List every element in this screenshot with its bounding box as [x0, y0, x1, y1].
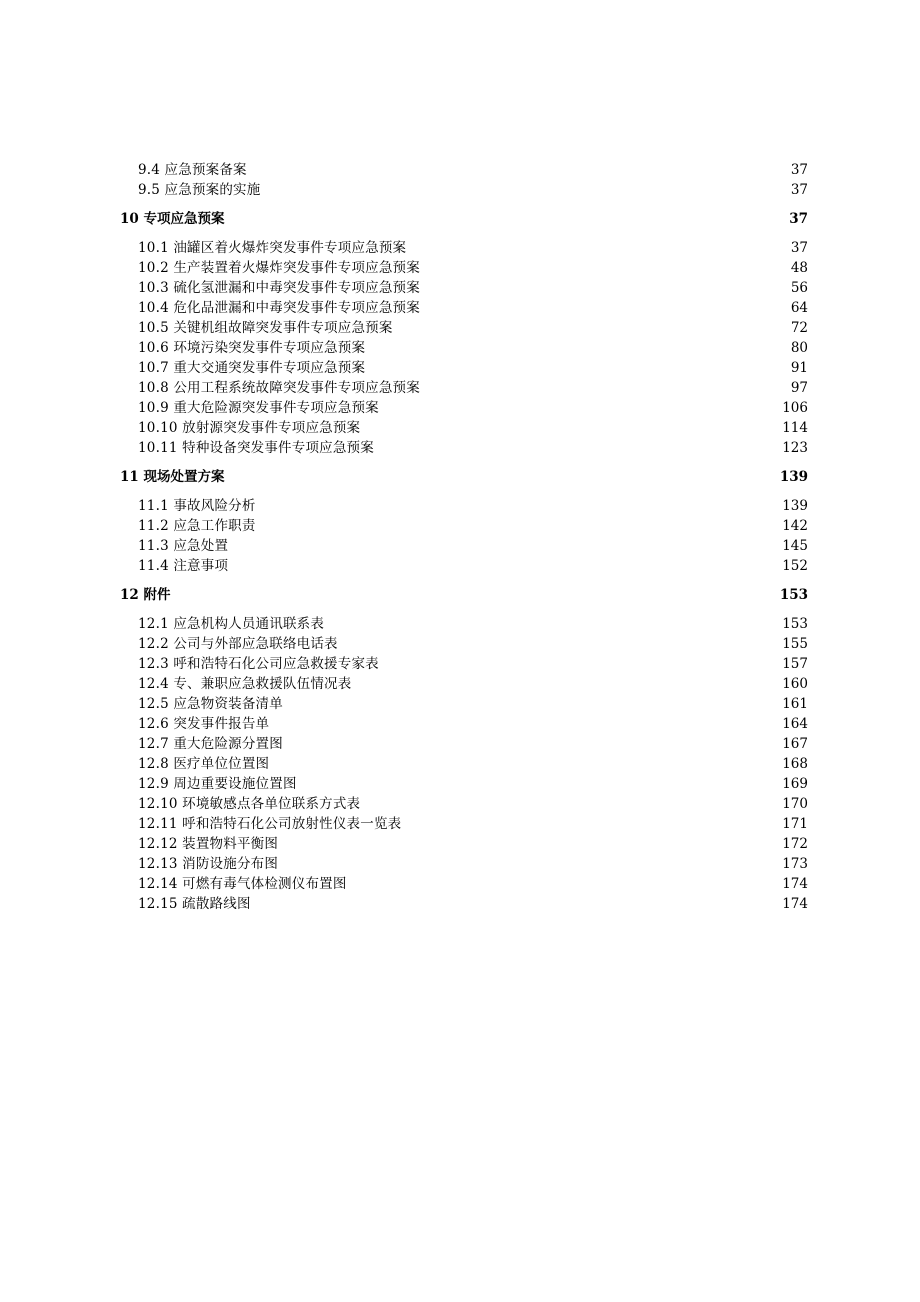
toc-entry-page: 172 — [782, 836, 808, 852]
toc-entry-label: 10.10 放射源突发事件专项应急预案 — [138, 420, 361, 436]
toc-entry-11-1[interactable] — [120, 496, 808, 516]
toc-entry-page: 114 — [782, 420, 808, 436]
toc-entry-page: 48 — [790, 260, 808, 276]
toc-entry-12-9[interactable] — [120, 774, 808, 794]
toc-entry-11-3[interactable] — [120, 536, 808, 556]
toc-entry-label: 12.4 专、兼职应急救援队伍情况表 — [138, 676, 352, 692]
toc-entry-10-9[interactable] — [120, 398, 808, 418]
toc-entry-page: 80 — [790, 340, 808, 356]
toc-entry-page: 142 — [782, 518, 808, 534]
toc-entry-page: 56 — [790, 280, 808, 296]
toc-entry-page: 173 — [782, 856, 808, 872]
toc-entry-label: 12.6 突发事件报告单 — [138, 716, 270, 732]
toc-entry-label: 12.13 消防设施分布图 — [138, 856, 279, 872]
toc-entry-label: 10.6 环境污染突发事件专项应急预案 — [138, 340, 366, 356]
toc-entry-page: 139 — [782, 498, 808, 514]
toc-entry-page: 37 — [790, 162, 808, 178]
toc-entry-11-4[interactable] — [120, 556, 808, 576]
toc-entry-12-5[interactable] — [120, 694, 808, 714]
toc-entry-10-3[interactable] — [120, 278, 808, 298]
toc-entry-12-6[interactable] — [120, 714, 808, 734]
toc-entry-label: 12.8 医疗单位位置图 — [138, 756, 270, 772]
toc-entry-label: 12.9 周边重要设施位置图 — [138, 776, 297, 792]
toc-spacer — [120, 229, 808, 238]
toc-entry-page: 169 — [782, 776, 808, 792]
toc-entry-page: 171 — [782, 816, 808, 832]
toc-entry-9-4[interactable] — [120, 160, 808, 180]
toc-entry-label: 10.9 重大危险源突发事件专项应急预案 — [138, 400, 379, 416]
toc-entry-label: 11.3 应急处置 — [138, 538, 229, 554]
toc-entry-12-15[interactable] — [120, 894, 808, 914]
toc-entry-page: 170 — [782, 796, 808, 812]
toc-entry-10-4[interactable] — [120, 298, 808, 318]
toc-entry-12-1[interactable] — [120, 614, 808, 634]
toc-entry-10-11[interactable] — [120, 438, 808, 458]
toc-entry-label: 12.1 应急机构人员通讯联系表 — [138, 616, 325, 632]
toc-entry-page: 91 — [790, 360, 808, 376]
toc-entry-label: 12.7 重大危险源分置图 — [138, 736, 283, 752]
toc-entry-label: 10.1 油罐区着火爆炸突发事件专项应急预案 — [138, 240, 407, 256]
toc-entry-12-12[interactable] — [120, 834, 808, 854]
toc-chapter-page: 153 — [779, 587, 808, 603]
toc-entry-12-8[interactable] — [120, 754, 808, 774]
toc-entry-label: 9.4 应急预案备案 — [138, 162, 247, 178]
toc-entry-page: 174 — [782, 876, 808, 892]
toc-entry-label: 10.5 关键机组故障突发事件专项应急预案 — [138, 320, 393, 336]
toc-entry-page: 152 — [782, 558, 808, 574]
toc-entry-label: 12.2 公司与外部应急联络电话表 — [138, 636, 338, 652]
toc-entry-label: 10.8 公用工程系统故障突发事件专项应急预案 — [138, 380, 420, 396]
toc-entry-page: 37 — [790, 182, 808, 198]
toc-entry-12-14[interactable] — [120, 874, 808, 894]
toc-entry-page: 155 — [782, 636, 808, 652]
toc-entry-10-6[interactable] — [120, 338, 808, 358]
toc-entry-label: 12.12 装置物料平衡图 — [138, 836, 279, 852]
toc-entry-page: 145 — [782, 538, 808, 554]
toc-entry-12-4[interactable] — [120, 674, 808, 694]
toc-chapter-label: 10 专项应急预案 — [120, 211, 225, 227]
toc-entry-10-10[interactable] — [120, 418, 808, 438]
toc-entry-10-2[interactable] — [120, 258, 808, 278]
toc-entry-page: 153 — [782, 616, 808, 632]
toc-entry-12-2[interactable] — [120, 634, 808, 654]
toc-entry-12-11[interactable] — [120, 814, 808, 834]
toc-chapter-11[interactable] — [120, 467, 808, 487]
toc-entry-12-7[interactable] — [120, 734, 808, 754]
toc-spacer — [120, 200, 808, 209]
toc-entry-label: 12.10 环境敏感点各单位联系方式表 — [138, 796, 361, 812]
toc-entry-9-5[interactable] — [120, 180, 808, 200]
toc-spacer — [120, 605, 808, 614]
toc-entry-page: 161 — [782, 696, 808, 712]
toc-entry-label: 12.3 呼和浩特石化公司应急救援专家表 — [138, 656, 379, 672]
toc-entry-11-2[interactable] — [120, 516, 808, 536]
toc-entry-page: 167 — [782, 736, 808, 752]
toc-entry-10-1[interactable] — [120, 238, 808, 258]
toc-entry-label: 10.4 危化品泄漏和中毒突发事件专项应急预案 — [138, 300, 420, 316]
toc-entry-label: 11.2 应急工作职责 — [138, 518, 256, 534]
toc-entry-label: 12.11 呼和浩特石化公司放射性仪表一览表 — [138, 816, 402, 832]
toc-entry-label: 12.5 应急物资装备清单 — [138, 696, 283, 712]
toc-entry-page: 72 — [790, 320, 808, 336]
toc-entry-label: 9.5 应急预案的实施 — [138, 182, 261, 198]
toc-chapter-label: 12 附件 — [120, 587, 171, 603]
toc-entry-page: 97 — [790, 380, 808, 396]
toc-entry-label: 12.14 可燃有毒气体检测仪布置图 — [138, 876, 347, 892]
toc-entry-label: 11.4 注意事项 — [138, 558, 229, 574]
toc-entry-10-5[interactable] — [120, 318, 808, 338]
table-of-contents — [120, 160, 808, 914]
toc-entry-label: 10.3 硫化氢泄漏和中毒突发事件专项应急预案 — [138, 280, 420, 296]
toc-entry-12-13[interactable] — [120, 854, 808, 874]
toc-entry-12-3[interactable] — [120, 654, 808, 674]
toc-entry-label: 10.7 重大交通突发事件专项应急预案 — [138, 360, 366, 376]
toc-entry-page: 123 — [782, 440, 808, 456]
toc-entry-10-8[interactable] — [120, 378, 808, 398]
toc-chapter-10[interactable] — [120, 209, 808, 229]
toc-entry-page: 164 — [782, 716, 808, 732]
toc-entry-page: 160 — [782, 676, 808, 692]
toc-entry-page: 37 — [790, 240, 808, 256]
toc-entry-page: 64 — [790, 300, 808, 316]
toc-chapter-page: 37 — [789, 211, 808, 227]
toc-spacer — [120, 487, 808, 496]
toc-spacer — [120, 458, 808, 467]
toc-entry-label: 10.2 生产装置着火爆炸突发事件专项应急预案 — [138, 260, 420, 276]
toc-chapter-label: 11 现场处置方案 — [120, 469, 225, 485]
toc-entry-page: 174 — [782, 896, 808, 912]
toc-spacer — [120, 576, 808, 585]
toc-entry-10-7[interactable] — [120, 358, 808, 378]
toc-chapter-12[interactable] — [120, 585, 808, 605]
toc-chapter-page: 139 — [779, 469, 808, 485]
toc-entry-page: 168 — [782, 756, 808, 772]
toc-entry-12-10[interactable] — [120, 794, 808, 814]
toc-entry-label: 12.15 疏散路线图 — [138, 896, 251, 912]
toc-entry-page: 157 — [782, 656, 808, 672]
toc-entry-label: 10.11 特种设备突发事件专项应急预案 — [138, 440, 374, 456]
toc-entry-page: 106 — [782, 400, 808, 416]
toc-entry-label: 11.1 事故风险分析 — [138, 498, 256, 514]
